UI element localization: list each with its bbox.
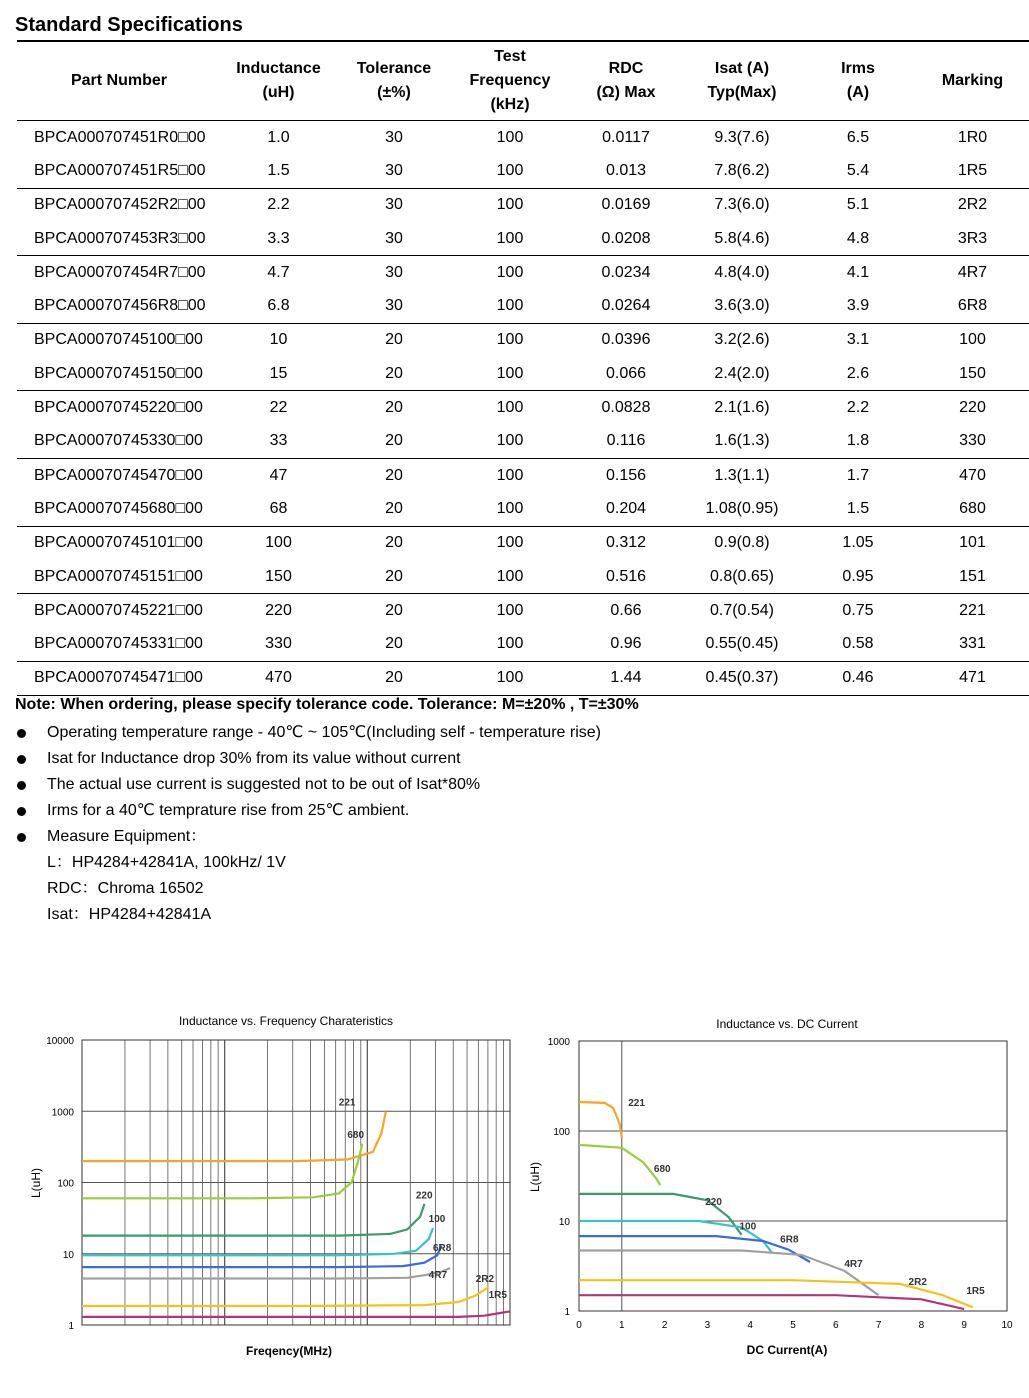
table-row <box>17 121 1029 155</box>
part-number-cell: BPCA000707454R7□00 <box>34 263 206 281</box>
x-tick-label: 4 <box>747 1320 753 1331</box>
table-cell: 100 <box>452 222 568 256</box>
table-cell: 0.156 <box>605 466 647 484</box>
table-cell: 471 <box>916 661 1029 695</box>
table-cell: 220 <box>265 601 292 619</box>
table-cell: 5.4 <box>800 154 916 188</box>
series-line-1R5 <box>82 1311 510 1317</box>
table-cell: 9.3(7.6) <box>714 128 770 146</box>
table-cell: 2.2 <box>846 399 870 417</box>
table-cell: 100 <box>452 627 568 661</box>
series-label: 6R8 <box>780 1234 799 1246</box>
inductance-current-chart <box>527 1005 1029 1375</box>
table-cell: 0.0234 <box>601 263 651 281</box>
header-line: Irms <box>841 60 875 77</box>
y-tick-label: 1000 <box>51 1107 74 1119</box>
list-item: Irms for a 40℃ temprature rise from 25℃ ambient. <box>15 798 601 824</box>
part-number-cell: BPCA00070745151□00 <box>17 560 221 594</box>
table-cell: 3.2(2.6) <box>714 331 770 349</box>
y-tick-label: 10 <box>62 1249 74 1261</box>
table-cell: 1.7 <box>846 466 870 484</box>
table-cell: 1.5 <box>800 492 916 526</box>
list-item: Measure Equipment： <box>15 824 601 850</box>
table-cell: 2R2 <box>957 196 988 214</box>
column-header <box>684 41 800 121</box>
table-cell: 4.8(4.0) <box>714 263 770 281</box>
table-cell: 3R3 <box>916 222 1029 256</box>
table-cell: 151 <box>916 560 1029 594</box>
table-cell: 0.55(0.45) <box>684 627 800 661</box>
series-label: 1R5 <box>966 1285 985 1297</box>
table-cell: 0.0169 <box>601 196 651 214</box>
list-item: The actual use current is suggested not to be out of Isat*80% <box>15 772 601 798</box>
table-cell: 20 <box>336 492 452 526</box>
table-cell: 1.5 <box>221 154 336 188</box>
table-cell: 680 <box>916 492 1029 526</box>
page-title: Standard Specifications <box>15 14 243 36</box>
table-cell: 4R7 <box>957 263 988 281</box>
table-cell: 100 <box>496 263 524 281</box>
table-cell: 47 <box>269 466 288 484</box>
table-cell: 6R8 <box>916 289 1029 323</box>
table-cell: 100 <box>452 289 568 323</box>
part-number-cell: BPCA000707453R3□00 <box>17 222 221 256</box>
table-cell: 0.516 <box>568 560 684 594</box>
column-header <box>452 41 568 121</box>
header-line: (Ω) Max <box>596 84 656 101</box>
header-line: Tolerance <box>356 60 432 77</box>
table-cell: 0.0396 <box>601 331 651 349</box>
column-header <box>17 41 221 121</box>
header-line: (±%) <box>377 84 411 101</box>
table-cell: 2.4(2.0) <box>684 357 800 391</box>
table-cell: 220 <box>959 399 986 417</box>
table-row <box>17 323 1029 357</box>
series-label: 4R7 <box>844 1258 863 1270</box>
table-cell: 4.8 <box>800 222 916 256</box>
table-cell: 1.44 <box>568 661 684 695</box>
table-cell: 100 <box>452 560 568 594</box>
table-cell: 30 <box>385 263 403 281</box>
x-tick-label: 8 <box>918 1320 925 1331</box>
part-number-cell: BPCA00070745330□00 <box>17 425 221 459</box>
table-row <box>17 188 1029 222</box>
table-cell: 0.66 <box>610 601 642 619</box>
column-header <box>568 41 684 121</box>
table-cell: 0.58 <box>800 627 916 661</box>
table-cell: 100 <box>452 357 568 391</box>
series-line-220 <box>82 1204 424 1236</box>
series-line-6R8 <box>579 1236 810 1262</box>
x-tick-label: 1 <box>619 1320 625 1331</box>
header-line: (A) <box>846 84 870 101</box>
table-row <box>17 425 1029 459</box>
table-cell: 1.6(1.3) <box>684 425 800 459</box>
part-number-cell: BPCA00070745101□00 <box>34 534 203 552</box>
series-line-4R7 <box>82 1268 450 1279</box>
spec-table <box>17 40 1029 696</box>
table-cell: 0.45(0.37) <box>684 661 800 695</box>
notes-list <box>15 720 601 928</box>
header-line: Inductance <box>236 60 321 77</box>
list-item: Isat for Inductance drop 30% from its value without current <box>15 746 601 772</box>
table-row <box>17 289 1029 323</box>
part-number-cell: BPCA000707451R0□00 <box>34 128 206 146</box>
x-tick-label: 9 <box>961 1320 967 1331</box>
table-cell: 10 <box>269 331 288 349</box>
table-cell: 1R0 <box>957 128 988 146</box>
series-label: 221 <box>628 1097 645 1109</box>
table-cell: 1.08(0.95) <box>684 492 800 526</box>
table-cell: 0.0117 <box>602 128 650 146</box>
table-cell: 2.2 <box>267 196 290 214</box>
table-cell: 0.204 <box>568 492 684 526</box>
table-cell: 3.3 <box>221 222 336 256</box>
table-cell: 0.312 <box>605 534 647 552</box>
x-tick-label: 5 <box>790 1320 796 1331</box>
equipment-line: RDC：Chroma 16502 <box>47 880 204 897</box>
table-cell: 7.8(6.2) <box>684 154 800 188</box>
table-cell: 20 <box>385 534 403 552</box>
series-line-221 <box>579 1102 622 1137</box>
table-cell: 0.96 <box>568 627 684 661</box>
table-row <box>17 357 1029 391</box>
table-cell: 2.6 <box>800 357 916 391</box>
table-cell: 221 <box>959 601 986 619</box>
table-row <box>17 391 1029 425</box>
header-line: Typ(Max) <box>707 84 777 101</box>
header-line: (kHz) <box>490 96 530 113</box>
table-row <box>17 661 1029 695</box>
table-cell: 30 <box>336 222 452 256</box>
table-cell: 1.0 <box>267 128 290 146</box>
table-cell: 68 <box>221 492 336 526</box>
x-tick-label: 7 <box>875 1320 882 1331</box>
ordering-note: Note: When ordering, please specify tolerance code. Tolerance: M=±20% , T=±30% <box>15 696 639 713</box>
table-cell: 5.8(4.6) <box>684 222 800 256</box>
table-cell: 330 <box>221 627 336 661</box>
table-cell: 100 <box>452 425 568 459</box>
table-cell: 3.6(3.0) <box>684 289 800 323</box>
series-label: 680 <box>347 1130 365 1142</box>
series-label: 220 <box>705 1197 722 1209</box>
table-cell: 4.7 <box>267 263 290 281</box>
table-cell: 100 <box>959 331 986 349</box>
y-axis-label: L(uH) <box>528 1161 542 1193</box>
part-number-cell: BPCA00070745331□00 <box>17 627 221 661</box>
table-cell: 100 <box>452 154 568 188</box>
table-cell: 150 <box>221 560 336 594</box>
header-line: (uH) <box>262 84 295 101</box>
table-cell: 0.46 <box>800 661 916 695</box>
table-cell: 30 <box>336 289 452 323</box>
inductance-frequency-chart <box>0 1005 525 1375</box>
table-cell: 22 <box>269 399 288 417</box>
table-cell: 20 <box>336 357 452 391</box>
table-cell: 20 <box>385 466 403 484</box>
bullet-icon <box>17 729 26 738</box>
part-number-cell: BPCA000707452R2□00 <box>34 196 206 214</box>
y-tick-label: 1 <box>68 1321 74 1332</box>
series-label: 2R2 <box>475 1274 495 1286</box>
series-line-2R2 <box>82 1287 489 1306</box>
table-cell: 0.116 <box>568 425 684 459</box>
series-line-221 <box>82 1111 386 1161</box>
x-tick-label: 3 <box>704 1320 711 1331</box>
table-cell: 100 <box>452 661 568 695</box>
table-cell: 20 <box>336 661 452 695</box>
table-cell: 5.1 <box>846 196 870 214</box>
column-header <box>916 41 1029 121</box>
header-line: Test <box>494 48 526 65</box>
table-header-row <box>17 41 1029 121</box>
series-label: 100 <box>739 1221 757 1233</box>
table-cell: 0.066 <box>568 357 684 391</box>
table-cell: 20 <box>336 560 452 594</box>
table-cell: 0.75 <box>842 601 874 619</box>
table-cell: 6.5 <box>846 128 870 146</box>
table-cell: 20 <box>336 425 452 459</box>
bullet-icon <box>17 833 26 842</box>
table-cell: 30 <box>385 196 403 214</box>
x-axis-label: Freqency(MHz) <box>245 1344 333 1358</box>
y-axis-label: L(uH) <box>29 1167 43 1199</box>
table-cell: 3.9 <box>800 289 916 323</box>
part-number-cell: BPCA00070745221□00 <box>34 601 203 619</box>
series-line-1R5 <box>579 1295 964 1309</box>
header-line: Isat (A) <box>714 60 770 77</box>
header-line: RDC <box>608 60 644 77</box>
table-cell: 1R5 <box>916 154 1029 188</box>
column-header <box>221 41 336 121</box>
column-header <box>336 41 452 121</box>
table-cell: 331 <box>916 627 1029 661</box>
y-tick-label: 10000 <box>46 1036 74 1047</box>
series-label: 100 <box>428 1213 446 1225</box>
table-cell: 0.0264 <box>568 289 684 323</box>
table-cell: 100 <box>452 492 568 526</box>
table-cell: 100 <box>496 196 524 214</box>
series-label: 221 <box>338 1097 356 1109</box>
bullet-icon <box>17 807 26 816</box>
x-tick-label: 6 <box>833 1320 839 1331</box>
series-line-680 <box>82 1144 362 1199</box>
part-number-cell: BPCA00070745150□00 <box>17 357 221 391</box>
table-row <box>17 458 1029 492</box>
x-tick-label: 2 <box>661 1320 668 1331</box>
table-cell: 470 <box>959 466 986 484</box>
table-cell: 100 <box>496 466 524 484</box>
table-cell: 100 <box>496 128 524 146</box>
table-row <box>17 256 1029 290</box>
table-cell: 6.8 <box>221 289 336 323</box>
x-axis-label: DC Current(A) <box>746 1343 828 1357</box>
series-label: 1R5 <box>488 1289 507 1301</box>
series-label: 2R2 <box>908 1276 927 1288</box>
series-label: 6R8 <box>432 1242 452 1254</box>
series-label: 220 <box>415 1190 433 1202</box>
table-row <box>17 222 1029 256</box>
table-cell: 101 <box>959 534 986 552</box>
table-row <box>17 560 1029 594</box>
series-label: 4R7 <box>428 1269 448 1281</box>
header-line: Marking <box>941 72 1004 89</box>
x-tick-label: 10 <box>1001 1320 1013 1331</box>
table-cell: 0.8(0.65) <box>684 560 800 594</box>
table-row <box>17 594 1029 628</box>
header-line: Frequency <box>469 72 551 89</box>
table-row <box>17 526 1029 560</box>
table-cell: 150 <box>916 357 1029 391</box>
table-cell: 0.95 <box>800 560 916 594</box>
table-cell: 0.9(0.8) <box>714 534 770 552</box>
table-cell: 470 <box>221 661 336 695</box>
table-cell: 100 <box>496 399 524 417</box>
table-cell: 7.3(6.0) <box>714 196 770 214</box>
table-cell: 30 <box>385 128 403 146</box>
series-line-100 <box>82 1228 433 1255</box>
table-row <box>17 492 1029 526</box>
table-cell: 20 <box>336 627 452 661</box>
table-cell: 0.7(0.54) <box>709 601 775 619</box>
bullet-icon <box>17 755 26 764</box>
header-line: Part Number <box>70 72 168 89</box>
table-cell: 100 <box>265 534 292 552</box>
column-header <box>800 41 916 121</box>
table-cell: 4.1 <box>846 263 870 281</box>
series-label: 680 <box>653 1164 671 1176</box>
y-tick-label: 100 <box>57 1178 74 1190</box>
table-cell: 1.8 <box>800 425 916 459</box>
y-tick-label: 10 <box>558 1217 570 1228</box>
x-tick-label: 0 <box>576 1320 582 1331</box>
table-cell: 30 <box>336 154 452 188</box>
table-cell: 0.0828 <box>601 399 651 417</box>
y-tick-label: 100 <box>553 1127 570 1138</box>
part-number-cell: BPCA00070745100□00 <box>34 331 203 349</box>
series-line-680 <box>579 1145 660 1185</box>
table-cell: 100 <box>496 331 524 349</box>
part-number-cell: BPCA00070745220□00 <box>34 399 203 417</box>
table-cell: 0.013 <box>568 154 684 188</box>
part-number-cell: BPCA000707451R5□00 <box>17 154 221 188</box>
list-item: Operating temperature range - 40℃ ~ 105℃(Including self - temperature rise) <box>15 720 601 746</box>
equipment-line: L：HP4284+42841A, 100kHz/ 1V <box>47 854 286 871</box>
bullet-icon <box>17 781 26 790</box>
table-row <box>17 154 1029 188</box>
table-cell: 0.0208 <box>568 222 684 256</box>
table-cell: 20 <box>385 601 403 619</box>
table-cell: 100 <box>496 534 524 552</box>
chart-title: Inductance vs. Frequency Charateristics <box>178 1014 394 1028</box>
part-number-cell: BPCA00070745471□00 <box>17 661 221 695</box>
plot-frame <box>579 1041 1007 1311</box>
table-cell: 20 <box>385 399 403 417</box>
part-number-cell: BPCA000707456R8□00 <box>17 289 221 323</box>
table-cell: 1.3(1.1) <box>714 466 770 484</box>
part-number-cell: BPCA00070745470□00 <box>34 466 203 484</box>
equipment-line: Isat：HP4284+42841A <box>47 906 212 923</box>
table-cell: 2.1(1.6) <box>714 399 770 417</box>
table-cell: 33 <box>221 425 336 459</box>
table-cell: 3.1 <box>846 331 870 349</box>
table-cell: 330 <box>916 425 1029 459</box>
table-body <box>17 121 1029 696</box>
y-tick-label: 1000 <box>547 1037 570 1048</box>
table-row <box>17 627 1029 661</box>
table-cell: 1.05 <box>842 534 874 552</box>
chart-title: Inductance vs. DC Current <box>716 1017 858 1031</box>
series-line-4R7 <box>579 1251 879 1296</box>
part-number-cell: BPCA00070745680□00 <box>17 492 221 526</box>
table-cell: 20 <box>385 331 403 349</box>
y-tick-label: 1 <box>564 1307 570 1318</box>
table-cell: 100 <box>496 601 524 619</box>
table-cell: 15 <box>221 357 336 391</box>
